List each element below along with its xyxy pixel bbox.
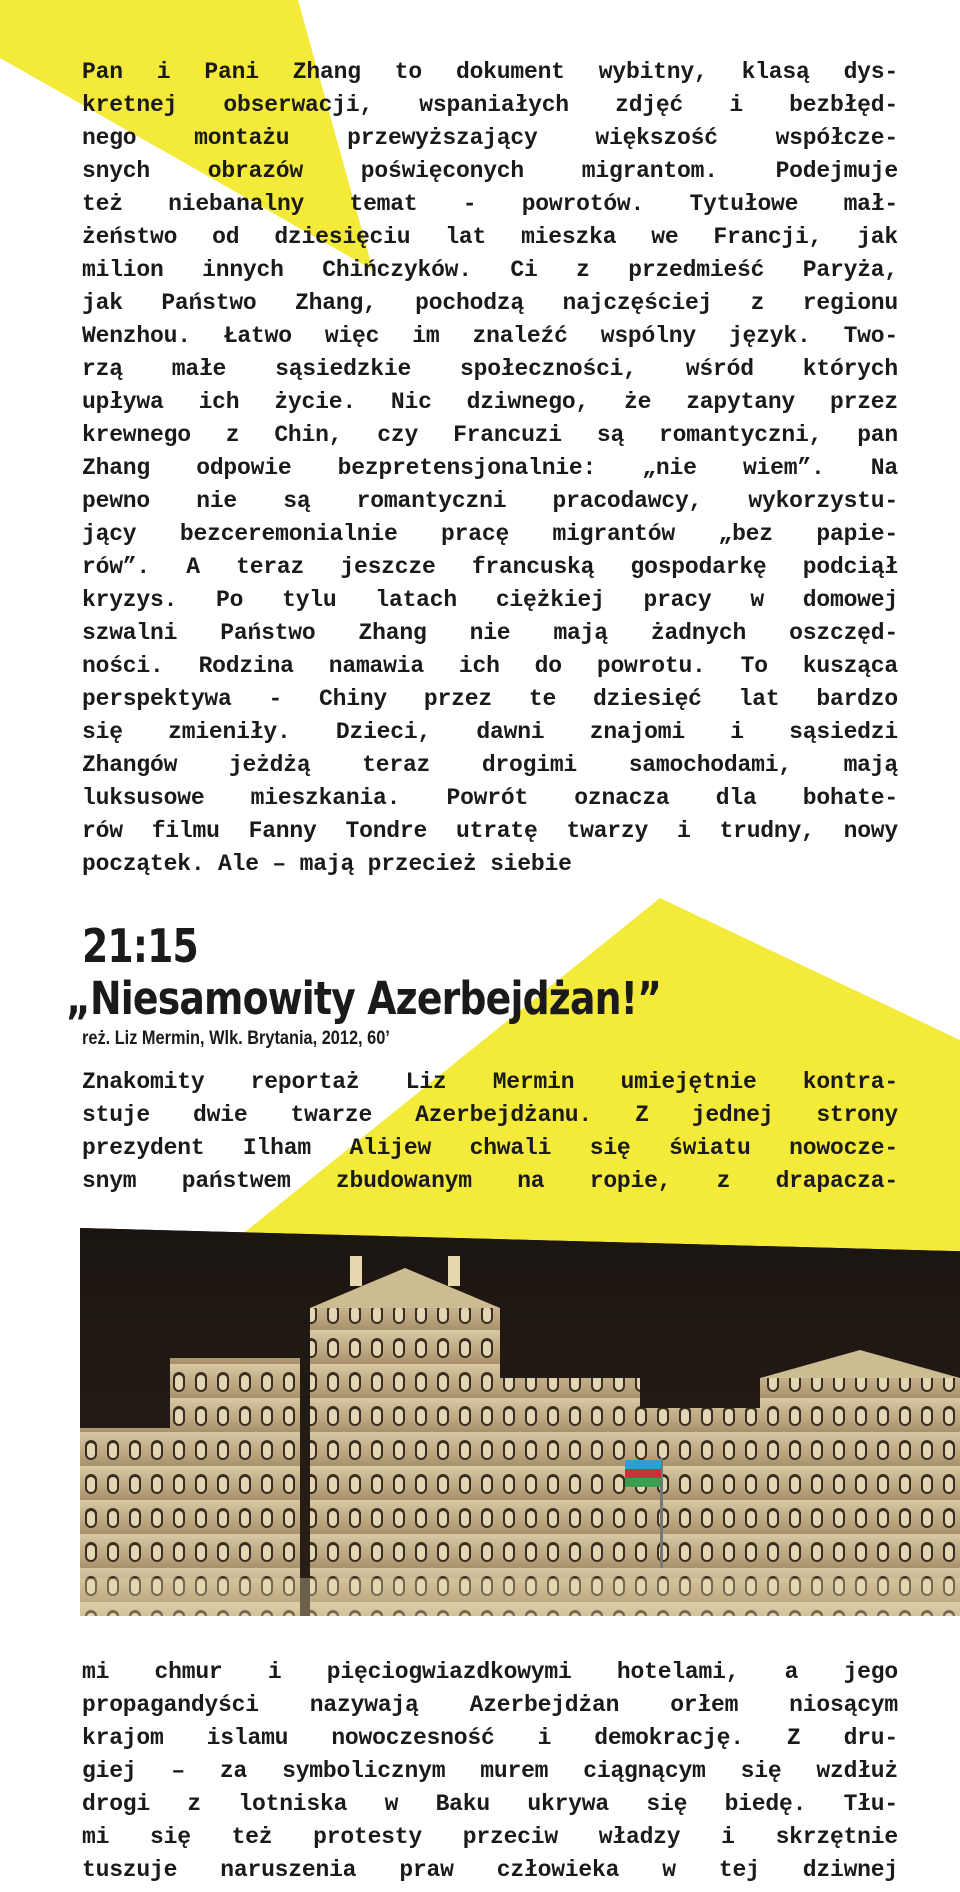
text-line: mi się też protesty przeciw władzy i skrzętnie bbox=[82, 1824, 898, 1850]
text-line: propagandyści nazywają Azerbejdżan orłem niosącym bbox=[82, 1692, 898, 1718]
text-line: snym państwem zbudowanym na ropie, z drapacza- bbox=[82, 1168, 898, 1194]
text-line: rów”. A teraz jeszcze francuską gospodarkę podciął bbox=[82, 554, 898, 580]
text-line: luksusowe mieszkania. Powrót oznacza dla bohate- bbox=[82, 785, 898, 811]
text-line: kryzys. Po tylu latach ciężkiej pracy w domowej bbox=[82, 587, 898, 613]
text-line: upływa ich życie. Nic dziwnego, że zapytany przez bbox=[82, 389, 898, 415]
text-line: snych obrazów poświęconych migrantom. Podejmuje bbox=[82, 158, 898, 184]
text-line: stuje dwie twarze Azerbejdżanu. Z jednej strony bbox=[82, 1102, 898, 1128]
palace-photo bbox=[80, 1228, 960, 1616]
text-line: początek. Ale – mają przecież siebie bbox=[82, 851, 572, 877]
text-line: krewnego z Chin, czy Francuzi są romantyczni, pan bbox=[82, 422, 898, 448]
text-line: kretnej obserwacji, wspaniałych zdjęć i bezbłęd- bbox=[82, 92, 898, 118]
text-line: Pan i Pani Zhang to dokument wybitny, klasą dys- bbox=[82, 59, 898, 85]
film-title: „Niesamowity Azerbejdżan!” bbox=[66, 972, 662, 1025]
text-line: krajom islamu nowoczesność i demokrację. Z dru- bbox=[82, 1725, 898, 1751]
text-line: giej – za symbolicznym murem ciągnącym się wzdłuż bbox=[82, 1758, 898, 1784]
text-line: się zmieniły. Dzieci, dawni znajomi i sąsiedzi bbox=[82, 719, 898, 745]
text-line: szwalni Państwo Zhang nie mają żadnych oszczęd- bbox=[82, 620, 898, 646]
film-description-part2 bbox=[82, 1656, 898, 1887]
text-line: ności. Rodzina namawia ich do powrotu. To kusząca bbox=[82, 653, 898, 679]
text-line: Wenzhou. Łatwo więc im znaleźć wspólny język. Two- bbox=[82, 323, 898, 349]
film-description-part1 bbox=[82, 1066, 898, 1198]
text-line: Znakomity reportaż Liz Mermin umiejętnie kontra- bbox=[82, 1069, 898, 1095]
text-line: rów filmu Fanny Tondre utratę twarzy i trudny, nowy bbox=[82, 818, 898, 844]
text-line: prezydent Ilham Alijew chwali się światu nowocze- bbox=[82, 1135, 898, 1161]
text-line: mi chmur i pięciogwiazdkowymi hotelami, a jego bbox=[82, 1659, 898, 1685]
text-line: milion innych Chińczyków. Ci z przedmieść Paryża, bbox=[82, 257, 898, 283]
text-line: Zhangów jeżdżą teraz drogimi samochodami, mają bbox=[82, 752, 898, 778]
text-line: nego montażu przewyższający większość współcze- bbox=[82, 125, 898, 151]
text-line: Zhang odpowie bezpretensjonalnie: „nie wiem”. Na bbox=[82, 455, 898, 481]
text-line: jący bezceremonialnie pracę migrantów „bez papie- bbox=[82, 521, 898, 547]
text-line: rzą małe sąsiedzkie społeczności, wśród których bbox=[82, 356, 898, 382]
text-line: tuszuje naruszenia praw człowieka w tej dziwnej bbox=[82, 1857, 898, 1883]
text-line: też niebanalny temat - powrotów. Tytułowe mał- bbox=[82, 191, 898, 217]
text-line: żeństwo od dziesięciu lat mieszka we Francji, jak bbox=[82, 224, 898, 250]
intro-paragraph bbox=[82, 56, 898, 881]
text-line: perspektywa - Chiny przez te dziesięć lat bardzo bbox=[82, 686, 898, 712]
text-line: jak Państwo Zhang, pochodzą najczęściej z regionu bbox=[82, 290, 898, 316]
screening-time: 21:15 bbox=[82, 919, 198, 973]
text-line: drogi z lotniska w Baku ukrywa się biedę. Tłu- bbox=[82, 1791, 898, 1817]
text-line: pewno nie są romantyczni pracodawcy, wykorzystu- bbox=[82, 488, 898, 514]
film-credits: reż. Liz Mermin, Wlk. Brytania, 2012, 60’ bbox=[82, 1028, 390, 1049]
